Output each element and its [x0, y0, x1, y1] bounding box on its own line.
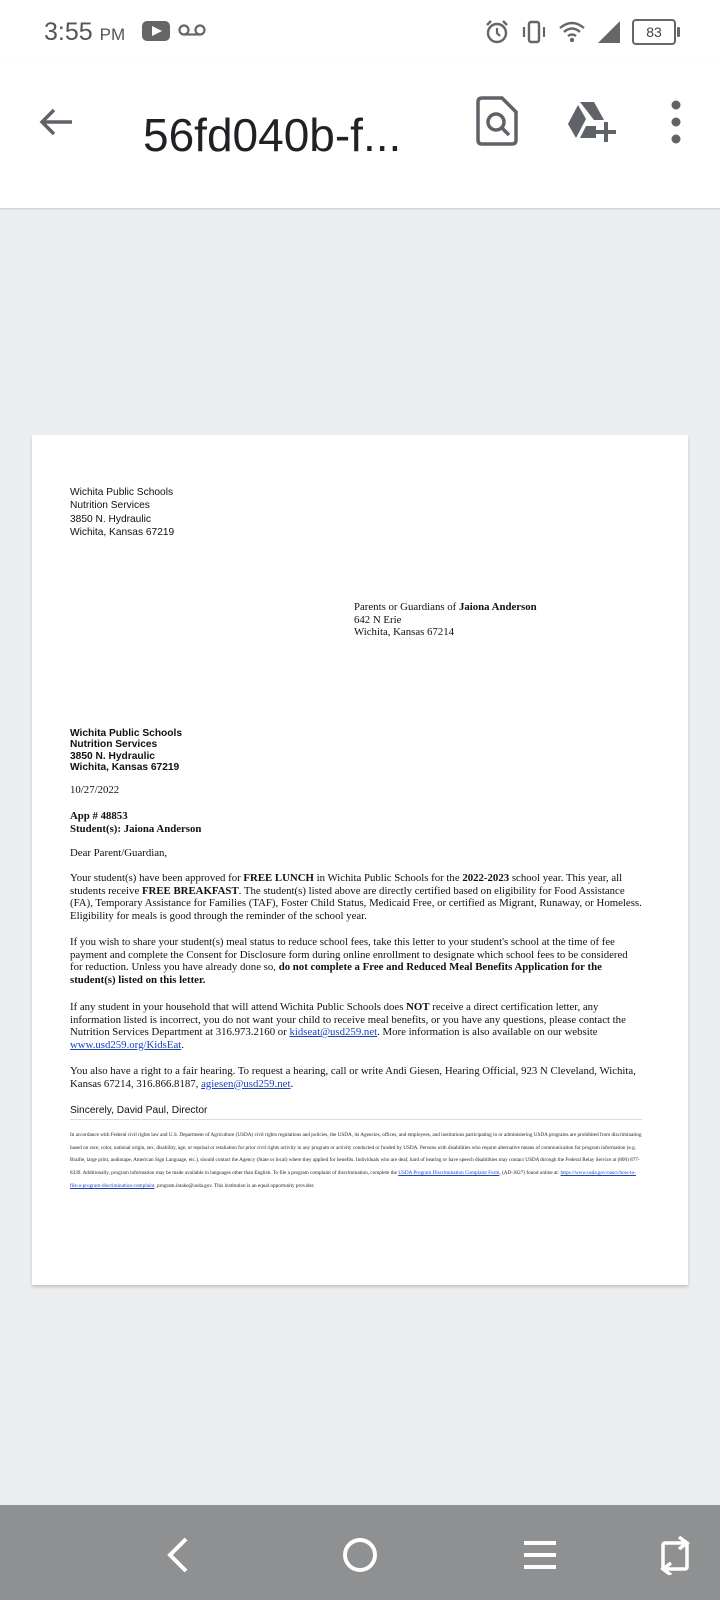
- youtube-icon: [142, 21, 170, 41]
- signal-icon: [596, 19, 622, 45]
- kidseat-email-link[interactable]: kidseat@usd259.net: [289, 1026, 378, 1038]
- find-in-page-icon[interactable]: [474, 96, 520, 146]
- recipient-address: Parents or Guardians of Jaiona Anderson 642 N Erie Wichita, Kansas 67214: [354, 601, 537, 638]
- divider: [70, 1119, 642, 1120]
- sender-address: Wichita Public Schools Nutrition Services 3850 N. Hydraulic Wichita, Kansas 67219: [70, 487, 175, 538]
- nav-back-icon[interactable]: [160, 1535, 200, 1575]
- document-title: 56fd040b-f...: [143, 109, 402, 161]
- usda-link[interactable]: https://www.usda.gov/oascr/how-to-file-a-program-discrimination-complaint: [70, 1170, 636, 1189]
- application-info: App # 48853 Student(s): Jaiona Anderson: [70, 810, 202, 835]
- navigation-bar: [0, 1505, 720, 1600]
- wifi-icon: [558, 19, 586, 45]
- hearing-paragraph: You also have a right to a fair hearing. To request a hearing, call or write Andi Giesen, Hearing Official, 923 N Cleveland, Wichita, Kansas 67214, 316.866.8187, agiesen@usd259.net.: [70, 1065, 636, 1090]
- alarm-icon: [484, 19, 510, 45]
- signature: Sincerely, David Paul, Director: [70, 1105, 208, 1116]
- greeting: Dear Parent/Guardian,: [70, 847, 168, 859]
- complaint-form-link[interactable]: USDA Program Discrimination Complaint Form: [398, 1170, 500, 1177]
- rotate-icon[interactable]: [655, 1535, 695, 1575]
- home-icon[interactable]: [340, 1535, 380, 1575]
- letter-date: 10/27/2022: [70, 784, 120, 796]
- contact-paragraph: If any student in your household that will attend Wichita Public Schools does NOT receive a direct certification letter, any information listed is incorrect, you do not want your child to receive meal benefits, or you have any questions, please contact the Nutrition Services Department at 316.973.2160 or kidseat@usd259.net. More information is also available on our website www.usd259.org/KidsEat.: [70, 1001, 626, 1051]
- recents-icon[interactable]: [520, 1535, 560, 1575]
- status-bar: [0, 0, 720, 62]
- vibrate-icon: [520, 19, 548, 45]
- add-to-drive-icon[interactable]: [566, 98, 616, 144]
- status-time: 3:55 PM: [44, 18, 126, 46]
- fees-paragraph: If you wish to share your student(s) meal status to reduce school fees, take this letter to your student's school at the time of fee payment and complete the Consent for Disclosure form during online enrollment to designate which school fees to be considered for reduction. Unless you have already done so, do not complete a Free and Reduced Meal Benefits Application for the student(s) listed on this letter.: [70, 936, 628, 986]
- agiesen-email-link[interactable]: agiesen@usd259.net: [201, 1077, 291, 1090]
- approval-paragraph: Your student(s) have been approved for FREE LUNCH in Wichita Public Schools for the 2022-2023 school year. This year, all students receive FREE BREAKFAST. The student(s) listed above are directly certified based on eligibility for Food Assistance (FA), Temporary Assistance for Families (TAF), Foster Child Status, Medicaid Free, or certified as Migrant, Runaway, or Homeless. Eligibility for meals is good through the reminder of the school year.: [70, 872, 642, 922]
- nondiscrimination-statement: In accordance with Federal civil rights law and U.S. Department of Agriculture (USDA) civil rights regulations and policies, the USDA, its Agencies, offices, and employees, and institutions participating in or administering USDA programs are prohibited from discriminating based on race, color, national origin, sex, disability, age, or reprisal or retaliation for prior civil rights activity in any program or activity conducted or funded by USDA. Persons with disabilities who require alternative means of communication for program information (e.g. Braille, large print, audiotape, American Sign Language, etc.), should contact the Agency (State or local) where they applied for benefits. Individuals who are deaf, hard of hearing or have speech disabilities may contact USDA through the Federal Relay Service at (800) 877-8339. Additionally, program information may be made available in languages other than English. To file a program complaint of discrimination, complete the USDA Program Discrimination Complaint Form, (AD-3027) found online at: https://www.usda.gov/oascr/how-to-file-a-program-discrimination-complaint, program.intake@usda.gov. This institution is an equal opportunity provider.: [70, 1132, 642, 1189]
- app-bar: [0, 62, 720, 208]
- website-link[interactable]: www.usd259.org/KidsEat: [70, 1038, 182, 1051]
- back-arrow-icon[interactable]: [32, 98, 80, 146]
- voicemail-icon: [178, 24, 206, 36]
- more-vert-icon[interactable]: [662, 96, 690, 148]
- document-page[interactable]: [32, 435, 688, 1285]
- battery-icon: 83: [632, 19, 676, 45]
- return-address: Wichita Public Schools Nutrition Services 3850 N. Hydraulic Wichita, Kansas 67219: [70, 728, 182, 773]
